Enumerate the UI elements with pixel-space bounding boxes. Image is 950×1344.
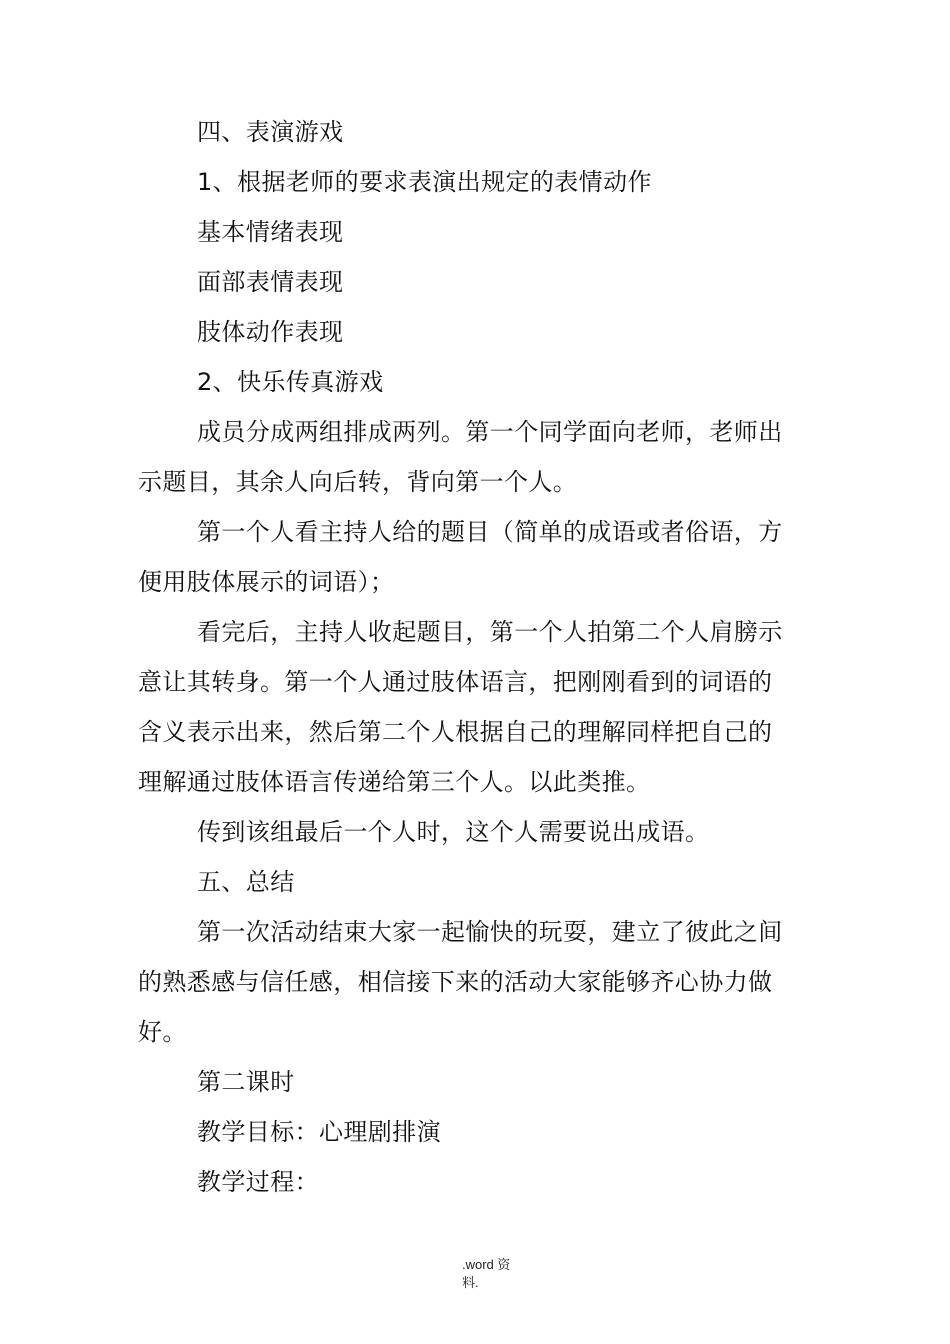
paragraph-line: 传到该组最后一个人时，这个人需要说出成语。 xyxy=(197,818,710,846)
teaching-process: 教学过程： xyxy=(197,1168,319,1196)
teaching-goal: 教学目标：心理剧排演 xyxy=(197,1118,441,1146)
page-footer xyxy=(462,1256,532,1292)
list-item-2: 2、快乐传真游戏 xyxy=(197,368,384,396)
paragraph-line: 示题目，其余人向后转，背向第一个人。 xyxy=(138,468,578,496)
section-heading-summary: 五、总结 xyxy=(197,868,295,896)
paragraph-line: 意让其转身。第一个人通过肢体语言，把刚刚看到的词语的 xyxy=(138,668,773,696)
paragraph-line: 看完后，主持人收起题目，第一个人拍第二个人肩膀示 xyxy=(197,618,783,646)
sub-item-basic-emotion: 基本情绪表现 xyxy=(197,218,344,246)
paragraph-line: 第一个人看主持人给的题目（简单的成语或者俗语，方 xyxy=(197,518,783,546)
paragraph-line: 第一次活动结束大家一起愉快的玩耍，建立了彼此之间 xyxy=(197,918,783,946)
sub-item-body-action: 肢体动作表现 xyxy=(197,318,344,346)
paragraph-line: 好。 xyxy=(138,1018,187,1046)
list-item-1: 1、根据老师的要求表演出规定的表情动作 xyxy=(197,168,652,196)
paragraph-line: 含义表示出来，然后第二个人根据自己的理解同样把自己的 xyxy=(138,718,773,746)
paragraph-line: 便用肢体展示的词语）； xyxy=(138,568,395,596)
paragraph-line: 理解通过肢体语言传递给第三个人。以此类推。 xyxy=(138,768,651,796)
sub-item-facial-expression: 面部表情表现 xyxy=(197,268,344,296)
paragraph-line: 成员分成两组排成两列。第一个同学面向老师，老师出 xyxy=(197,418,783,446)
footer-line-2: 料. xyxy=(462,1275,479,1290)
paragraph-line: 的熟悉感与信任感，相信接下来的活动大家能够齐心协力做 xyxy=(138,968,773,996)
footer-line-1: .word 资 xyxy=(462,1257,511,1272)
section-heading-performance-game: 四、表演游戏 xyxy=(197,118,344,146)
lesson-heading: 第二课时 xyxy=(197,1068,295,1096)
